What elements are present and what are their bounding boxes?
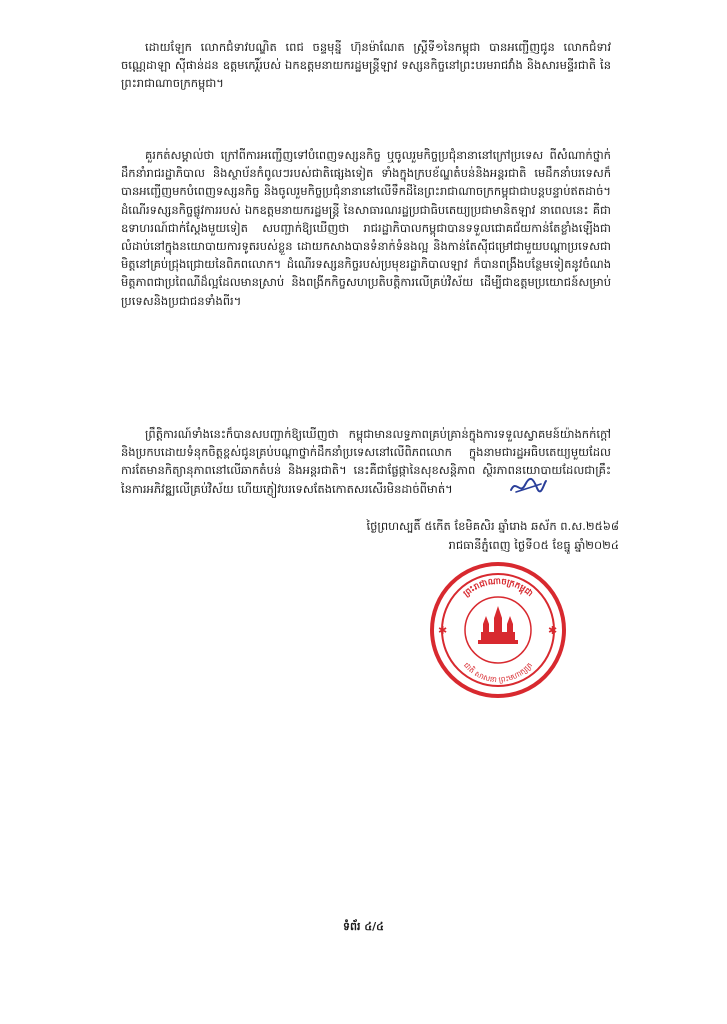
svg-text:ជាតិ សាសនា ព្រះមហាក្សត្រ: ជាតិ សាសនា ព្រះមហាក្សត្រ [461,660,535,685]
svg-text:✱: ✱ [438,624,448,637]
lunar-date: ថ្ងៃព្រហស្បតិ៍ ៥កើត ខែមិគសិរ ឆ្នាំរោង ឆស័ក ព.ស.២៥៦៨ [366,519,619,533]
paragraph-3: ព្រឹត្តិការណ៍ទាំងនេះក៏បានសបញ្ជាក់ឱ្យឃើញថា កម្ពុជាមានលទ្ធភាពគ្រប់គ្រាន់ក្នុងការទទួលស្វាគមន៍យ៉ាងកក់ក្តៅនិងប្រកបដោយទំនុកចិត្តខ្ពស់ជូនគ្រប់បណ្តាថ្នាក់ដឹកនាំប្រទេសនៅលើពិភពលោក ក្នុងនាមជារដ្ឋអធិបតេយ្យមួយដែលការតែមានកិត្យានុភាពនៅលើឆាកតំបន់ និងអន្តរជាតិ។ នេះគឺជាផ្លែផ្កានៃសុខសន្តិភាព ស្ថិរភាពនយោបាយដែលជាគ្រឹះនៃការអភិវឌ្ឍលើគ្រប់វិស័យ ហើយភ្ញៀវបរទេសតែងកោតសរសើរមិនដាច់ពីមាត់។ [121,427,611,496]
page-number: ទំព័រ ៤/៤ [343,920,384,933]
paragraph-1: ដោយឡែក លោកជំទាវបណ្ឌិត ពេជ ចន្ទមុន្នី ហ៊ុនម៉ាណែត ស្ត្រីទី១នៃកម្ពុជា បានអញ្ជើញជូន លោកជំទាវ ចណ្ណេដាឡា ស៊ីផាន់ដន ឧត្តមកេរ្តិ៍របស់ ឯកឧត្តមនាយករដ្ឋមន្ត្រីឡាវ ទស្សនកិច្ចនៅព្រះបរមរាជវាំង និងសារមន្ទីរជាតិ នៃព្រះរាជាណាចក្រកម្ពុជា។ [121,40,611,91]
svg-text:ព្រះរាជាណាចក្រកម្ពុជា: ព្រះរាជាណាចក្រកម្ពុជា [461,576,535,600]
official-seal [428,560,568,700]
solar-date-place: រាជធានីភ្នំពេញ ថ្ងៃទី០៥ ខែធ្នូ ឆ្នាំ២០២៤ [448,538,619,552]
svg-text:✱: ✱ [548,624,558,637]
paragraph-2: គួរកត់សម្គាល់ថា ក្រៅពីការអញ្ជើញទៅបំពេញទស្សនកិច្ច ឬចូលរួមកិច្ចប្រជុំនានានៅក្រៅប្រទេស ពីសំណាក់ថ្នាក់ដឹកនាំរាជរដ្ឋាភិបាល និងស្ថាប័នកំពូលៗរបស់ជាតិផ្សេងទៀត ទាំងក្នុងក្របខ័ណ្ឌតំបន់និងអន្តរជាតិ មេដឹកនាំបរទេសក៏បានអញ្ជើញមកបំពេញទស្សនកិច្ច និងចូលរួមកិច្ចប្រជុំនានានៅលើទឹកដីនៃព្រះរាជាណាចក្រកម្ពុជាជាបន្តបន្ទាប់ឥតដាច់។ ដំណើរទស្សនកិច្ចផ្លូវការរបស់ ឯកឧត្តមនាយករដ្ឋមន្ត្រី នៃសាធារណរដ្ឋប្រជាធិបតេយ្យប្រជាមានិតឡាវ នាពេលនេះ គឺជាឧទាហរណ៍ជាក់ស្តែងមួយទៀត សបញ្ជាក់ឱ្យឃើញថា រាជរដ្ឋាភិបាលកម្ពុជាបានទទួលជោគជ័យកាន់តែខ្លាំងឡើងជាលំដាប់នៅក្នុងនយោបាយការទូតរបស់ខ្លួន ដោយកសាងបានទំនាក់ទំនងល្អ និងកាន់តែស៊ីជម្រៅជាមួយបណ្តាប្រទេសជាមិត្តនៅគ្រប់ជ្រុងជ្រោយនៃពិភពលោក។ ដំណើរទស្សនកិច្ចរបស់ប្រមុខរដ្ឋាភិបាលឡាវ ក៏បានពង្រឹងបន្ថែមទៀតនូវចំណងមិត្តភាពជាប្រពៃណីដ៏ល្អដែលមានស្រាប់ និងពង្រីកកិច្ចសហប្រតិបត្តិការលើគ្រប់វិស័យ ដើម្បីជាឧត្តមប្រយោជន៍សម្រាប់ប្រទេសនិងប្រជាជនទាំងពីរ។ [121,148,611,308]
initials-signature [508,475,548,497]
